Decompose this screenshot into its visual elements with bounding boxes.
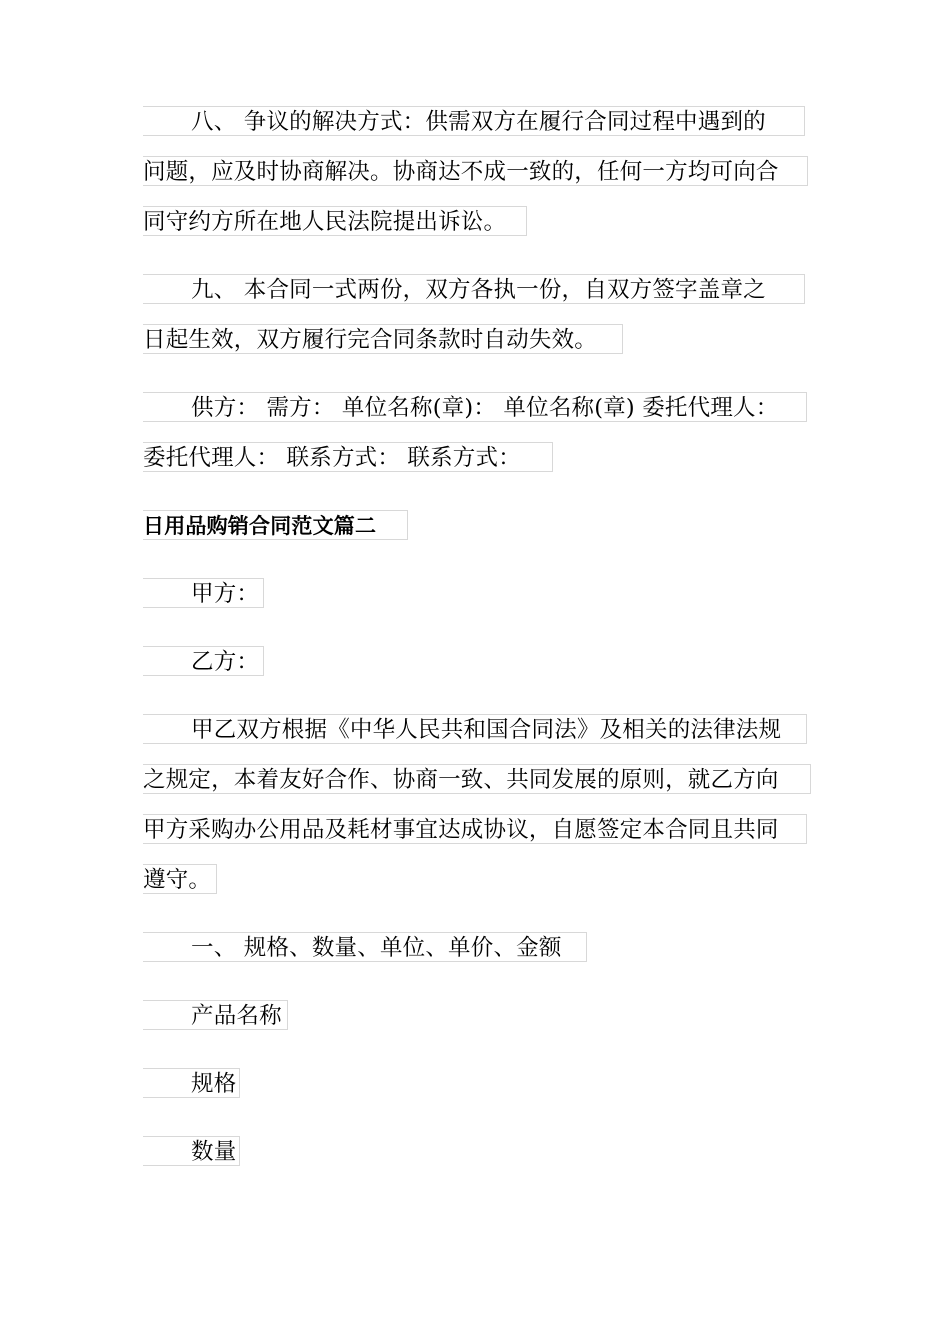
clause-9-line-1: 九、 本合同一式两份，双方各执一份，自双方签字盖章之 — [143, 274, 805, 304]
clause-8-line-2: 问题，应及时协商解决。协商达不成一致的，任何一方均可向合 — [143, 156, 808, 186]
clause-8-line-1: 八、 争议的解决方式：供需双方在履行合同过程中遇到的 — [143, 106, 805, 136]
section-heading: 日用品购销合同范文篇二 — [143, 510, 408, 540]
intro-line-1: 甲乙双方根据《中华人民共和国合同法》及相关的法律法规 — [143, 714, 807, 744]
signature-line-1: 供方： 需方： 单位名称(章)： 单位名称(章) 委托代理人： — [143, 392, 807, 422]
field-product-name: 产品名称 — [143, 1000, 288, 1030]
party-b-label: 乙方： — [143, 646, 264, 676]
party-a-label: 甲方： — [143, 578, 264, 608]
signature-line-2: 委托代理人： 联系方式： 联系方式： — [143, 442, 553, 472]
intro-line-3: 甲方采购办公用品及耗材事宜达成协议，自愿签定本合同且共同 — [143, 814, 807, 844]
field-quantity: 数量 — [143, 1136, 240, 1166]
clause-9-line-2: 日起生效，双方履行完合同条款时自动失效。 — [143, 324, 623, 354]
intro-line-2: 之规定，本着友好合作、协商一致、共同发展的原则，就乙方向 — [143, 764, 811, 794]
section-1-title: 一、 规格、数量、单位、单价、金额 — [143, 932, 587, 962]
clause-8-line-3: 同守约方所在地人民法院提出诉讼。 — [143, 206, 527, 236]
field-spec: 规格 — [143, 1068, 240, 1098]
intro-line-4: 遵守。 — [143, 864, 217, 894]
